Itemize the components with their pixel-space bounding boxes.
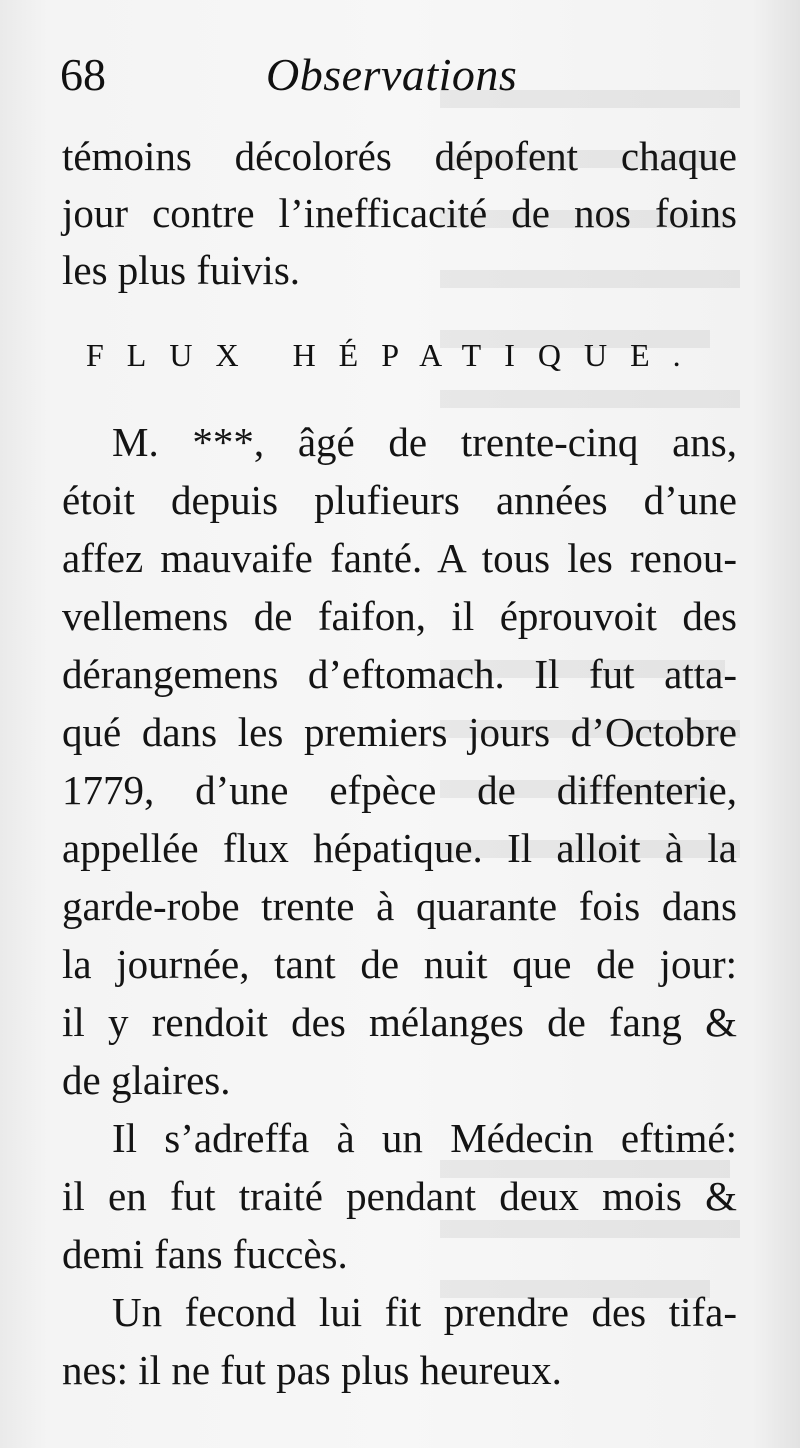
page-header — [58, 48, 748, 108]
running-title: Observations — [266, 49, 518, 100]
text-line: nes: il ne fut pas plus heureux. — [62, 1347, 562, 1393]
text-line: qué dans les premiers jours d’Octobre — [62, 709, 737, 755]
text-line: témoins décolorés dépofent chaque — [62, 133, 737, 179]
section-heading-text: FLUX HÉPATIQUE. — [86, 337, 704, 373]
text-line: Il s’adreffa à un Médecin eftimé: — [112, 1115, 737, 1161]
text-line: les plus fuivis. — [62, 247, 301, 293]
text-line: 1779, d’une efpèce de diffenterie, — [62, 767, 737, 813]
text-line: étoit depuis plufieurs années d’une — [62, 477, 737, 523]
text-line: il y rendoit des mélanges de fang & — [62, 999, 737, 1045]
text-line: dérangemens d’eftomach. Il fut atta- — [62, 651, 737, 697]
text-line: de glaires. — [62, 1057, 231, 1103]
page-number: 68 — [60, 49, 106, 100]
text-line: demi fans fuccès. — [62, 1231, 348, 1277]
text-line: M. ***, âgé de trente-cinq ans, — [112, 419, 737, 465]
text-line: vellemens de faifon, il éprouvoit des — [62, 593, 737, 639]
text-line: il en fut traité pendant deux mois & — [62, 1173, 737, 1219]
text-line: appellée flux hépatique. Il alloit à la — [62, 825, 737, 871]
text-line: affez mauvaife fanté. A tous les renou- — [62, 535, 737, 581]
text-line: la journée, tant de nuit que de jour: — [62, 941, 737, 987]
text-line: garde-robe trente à quarante fois dans — [62, 883, 737, 929]
section-heading — [86, 330, 726, 380]
text-line: Un fecond lui fit prendre des tifa- — [112, 1289, 737, 1335]
text-line: jour contre l’inefficacité de nos foins — [62, 190, 737, 236]
